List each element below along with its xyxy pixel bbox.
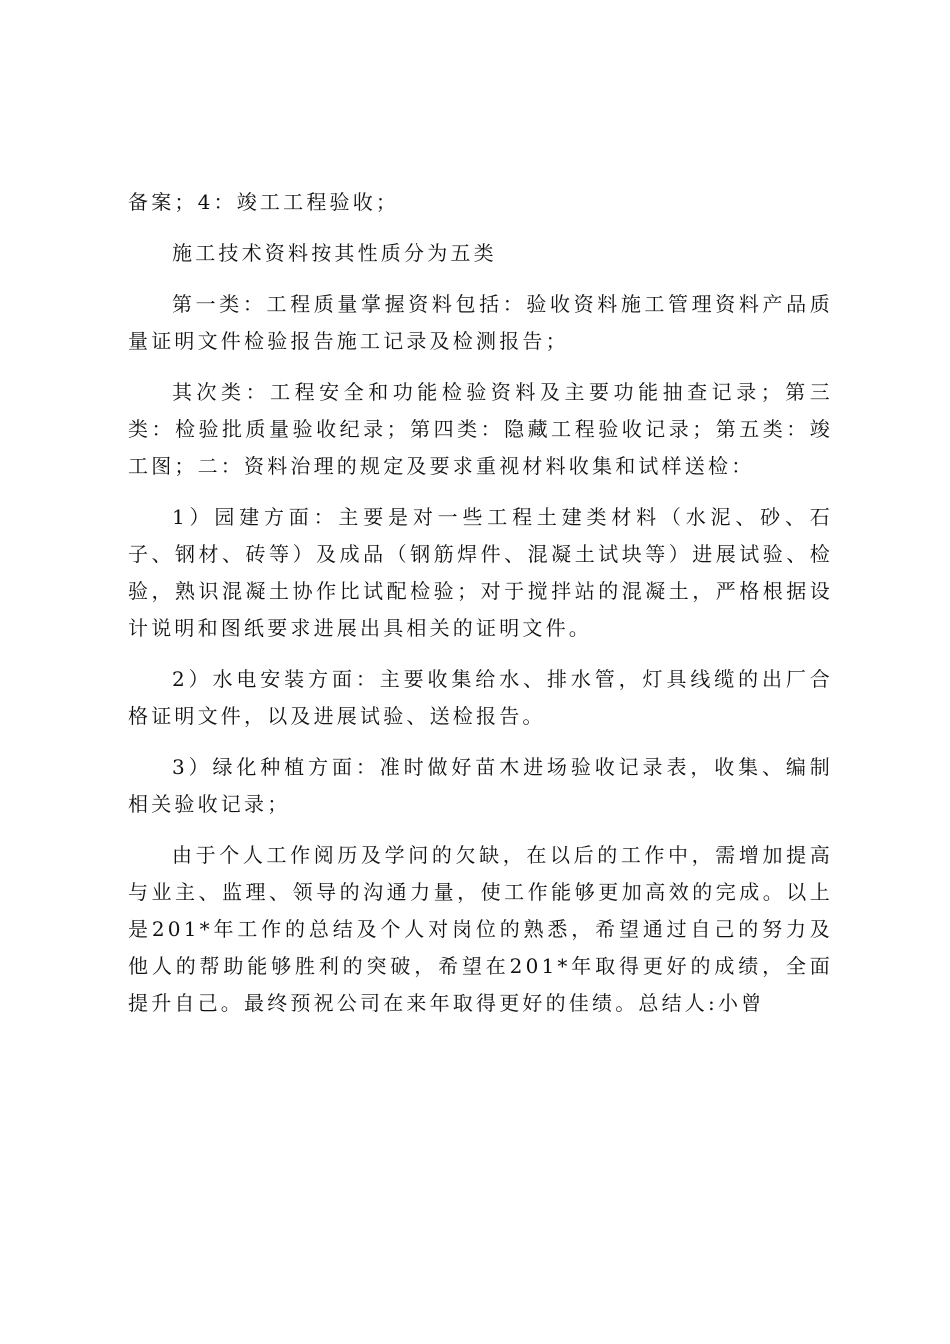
- paragraph-4: 其次类：工程安全和功能检验资料及主要功能抽查记录；第三类：检验批质量验收纪录；第四类：隐藏工程验收记录；第五类：竣工图；二：资料治理的规定及要求重视材料收集和试样送检：: [128, 380, 833, 478]
- paragraph-2: 施工技术资料按其性质分为五类: [172, 241, 497, 265]
- paragraph-6: 2）水电安装方面：主要收集给水、排水管，灯具线缆的出厂合格证明文件，以及进展试验、送检报告。: [128, 667, 833, 728]
- document-body: [128, 184, 833, 1022]
- paragraph-1: 备案；4：竣工工程验收；: [128, 190, 400, 214]
- paragraph-8: 由于个人工作阅历及学问的欠缺，在以后的工作中，需增加提高与业主、监理、领导的沟通力量，使工作能够更加高效的完成。以上是201*年工作的总结及个人对岗位的熟悉，希望通过自己的努力及他人的帮助能够胜利的突破，希望在201*年取得更好的成绩，全面提升自己。最终预祝公司在来年取得更好的佳绩。总结人:小曾: [128, 843, 833, 1015]
- paragraph-7: 3）绿化种植方面：准时做好苗木进场验收记录表，收集、编制相关验收记录；: [128, 755, 833, 816]
- paragraph-5: 1）园建方面：主要是对一些工程土建类材料（水泥、砂、石子、钢材、砖等）及成品（钢筋焊件、混凝土试块等）进展试验、检验，熟识混凝土协作比试配检验；对于搅拌站的混凝土，严格根据设计说明和图纸要求进展出具相关的证明文件。: [128, 505, 833, 640]
- paragraph-3: 第一类：工程质量掌握资料包括：验收资料施工管理资料产品质量证明文件检验报告施工记录及检测报告；: [128, 292, 833, 353]
